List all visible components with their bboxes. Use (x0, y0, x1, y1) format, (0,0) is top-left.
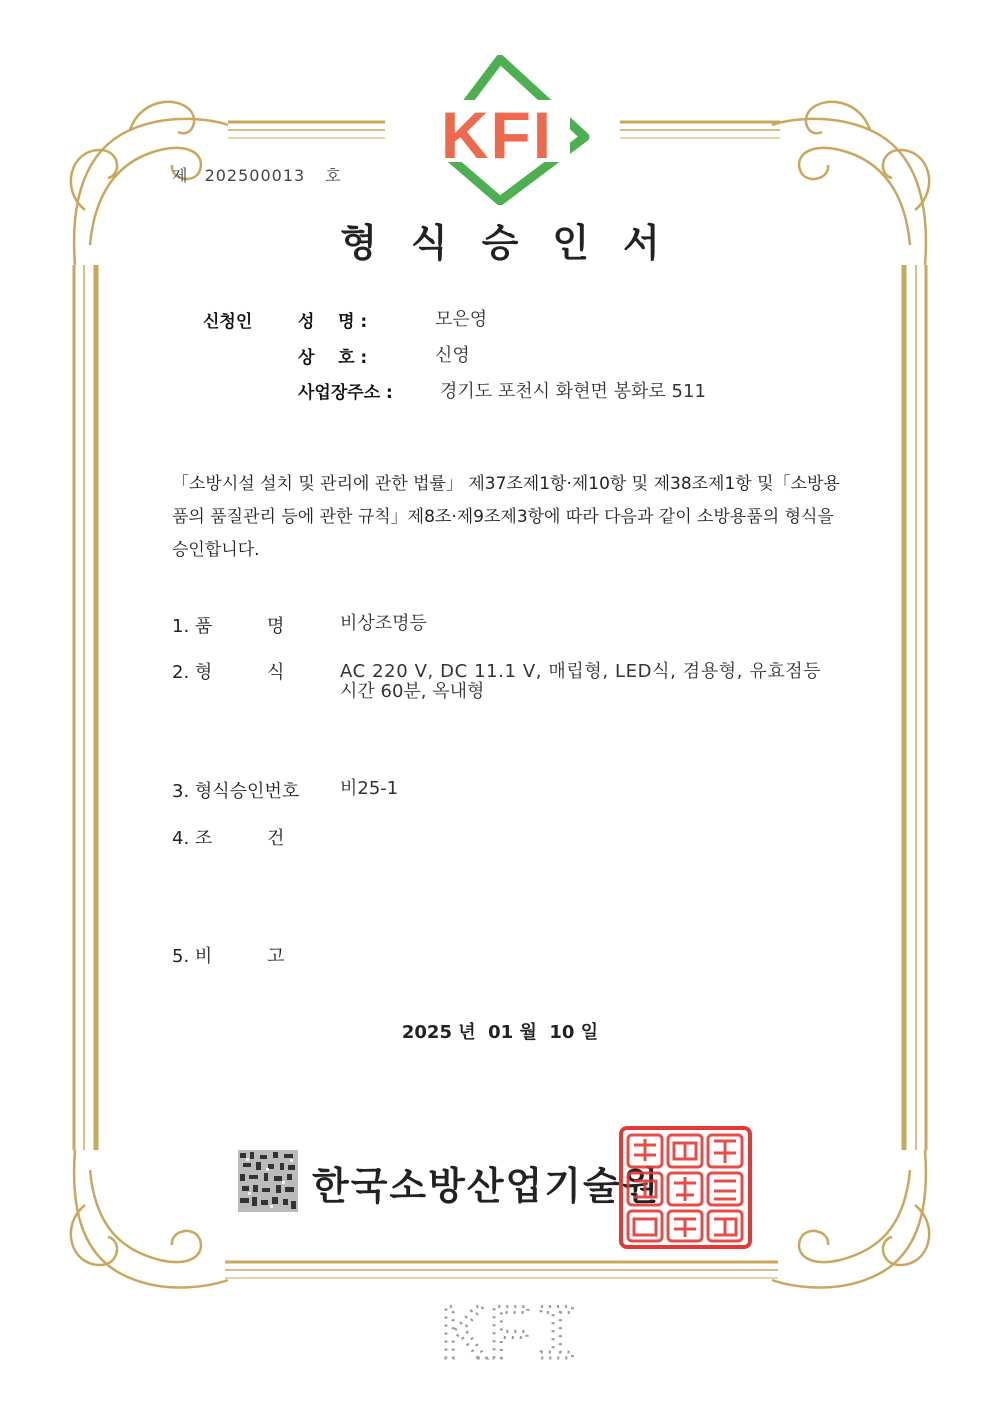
emboss-text: KFI (440, 1296, 580, 1368)
issuer-name: 한국소방산업기술원 (312, 1163, 661, 1208)
kfi-logo (405, 55, 595, 205)
model-value-line2: 시간 60분, 옥내형 (340, 681, 485, 702)
legal-text: 「소방시설 설치 및 관리에 관한 법률」 제37조제1항·제10항 및 제38조제1항 및「소방용품의 품질관리 등에 관한 규칙」제8조·제9조제3항에 따라 다음과 같이 소방용품의 형식을 승인합니다. (172, 474, 840, 560)
company-label: 상 호 : (298, 348, 368, 368)
approval-number-value: 비25-1 (340, 778, 399, 799)
condition-label (172, 824, 284, 850)
product-name-label (172, 612, 284, 638)
security-code-image (238, 1150, 298, 1212)
model-label-no: 2. 형 (172, 662, 213, 683)
page-title: 형식승인서 (340, 221, 694, 265)
name-label: 성 명 : (298, 312, 368, 332)
approval-number-label: 3. 형식승인번호 (172, 781, 300, 802)
model-value-line1: AC 220 V, DC 11.1 V, 매립형, LED식, 겸용형, 유효점등 (340, 661, 822, 682)
address-label: 사업장주소 : (298, 383, 393, 403)
condition-label-no: 4. 조 (172, 828, 213, 849)
official-seal (618, 1125, 753, 1250)
product-label-no: 1. 품 (172, 616, 213, 637)
address-value: 경기도 포천시 화현면 봉화로 511 (440, 381, 706, 402)
model-label (172, 658, 284, 684)
product-label-end: 명 (267, 616, 285, 637)
company-value: 신영 (435, 345, 470, 366)
remarks-label-no: 5. 비 (172, 946, 213, 967)
certificate-number (172, 163, 342, 186)
cert-no-prefix: 제 (172, 166, 189, 185)
name-value: 모은영 (435, 309, 488, 330)
applicant-section-label: 신청인 (203, 312, 253, 332)
remarks-label-end: 고 (267, 946, 285, 967)
condition-label-end: 건 (267, 828, 285, 849)
cert-no-suffix: 호 (325, 166, 342, 185)
remarks-label (172, 942, 284, 968)
logo-text: KFI (440, 98, 554, 172)
issue-date: 2025 년 01 월 10 일 (401, 1022, 599, 1043)
model-label-end: 식 (267, 662, 285, 683)
product-name-value: 비상조명등 (340, 613, 427, 634)
cert-no-value: 202500013 (204, 166, 306, 185)
model-value (340, 662, 821, 702)
embossed-kfi-mark (440, 1296, 580, 1368)
